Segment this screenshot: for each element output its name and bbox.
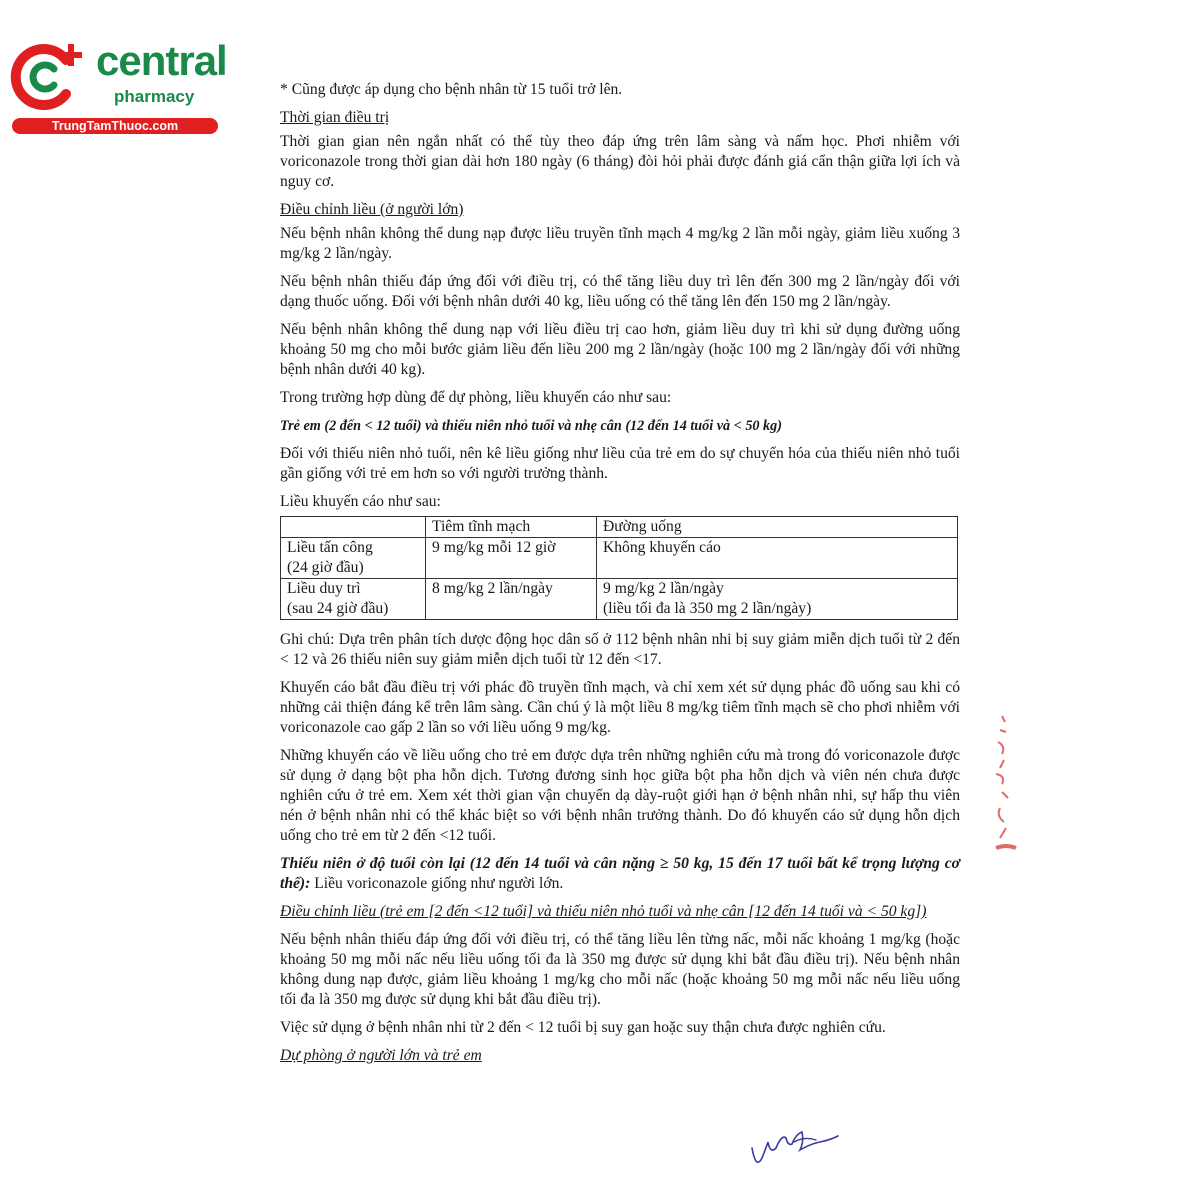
table-cell-oral (597, 538, 958, 579)
logo-name: central (96, 37, 227, 84)
paragraph-adjust-1: Nếu bệnh nhân không thể dung nạp được liều truyền tĩnh mạch 4 mg/kg 2 lần mỗi ngày, giảm liều xuống 3 mg/kg 2 lần/ngày. (280, 225, 960, 262)
table-cell-label (281, 579, 426, 620)
heading-prophylaxis (280, 1046, 960, 1066)
heading-duration-text: Thời gian điều trị (280, 109, 390, 126)
pharmacy-logo (10, 36, 227, 136)
table-cell-line: 9 mg/kg 2 lần/ngày (603, 580, 724, 597)
logo-subtitle: pharmacy (114, 87, 195, 106)
table-cell-iv: 9 mg/kg mỗi 12 giờ (426, 538, 597, 579)
table-cell-line: Liều duy trì (287, 580, 361, 597)
table-cell-iv: 8 mg/kg 2 lần/ngày (426, 579, 597, 620)
signature (746, 1118, 866, 1178)
table-row (281, 579, 958, 620)
table-cell-label (281, 538, 426, 579)
paragraph-note: Ghi chú: Dựa trên phân tích dược động học dân số ở 112 bệnh nhân nhi bị suy giảm miễn dịch tuổi từ 2 đến < 12 và 26 thiếu niên suy giảm miễn dịch tuổi từ 12 đến <17. (280, 631, 960, 668)
paragraph-adjust-2: Nếu bệnh nhân thiếu đáp ứng đối với điều trị, có thể tăng liều duy trì lên đến 300 mg 2 lần/ngày đối với dạng thuốc uống. Đối với bệnh nhân dưới 40 kg, liều uống có thể tăng lên đến 150 mg 2 lần/ngày. (280, 273, 960, 310)
paragraph-start-iv: Khuyến cáo bắt đầu điều trị với phác đồ truyền tĩnh mạch, và chỉ xem xét sử dụng phác đồ uống sau khi có những cải thiện đáng kể trên lâm sàng. Cần chú ý là một liều 8 mg/kg tiêm tĩnh mạch sẽ cho phơi nhiễm với voriconazole cao gấp 2 lần so với liều uống 9 mg/kg. (280, 679, 960, 736)
logo-url: TrungTamThuoc.com (12, 118, 218, 134)
table-cell-oral (597, 579, 958, 620)
table-header-cell: Tiêm tĩnh mạch (426, 517, 597, 538)
paragraph-oral-children: Những khuyến cáo về liều uống cho trẻ em được dựa trên những nghiên cứu mà trong đó voriconazole được sử dụng ở dạng bột pha hỗn dịch. Tương đương sinh học giữa bột pha hỗn dịch và viên nén chưa được nghiên cứu ở trẻ em. Xem xét thời gian vận chuyển dạ dày-ruột giới hạn ở bệnh nhân nhi, sự hấp thu viên nén ở bệnh nhân nhi có thể khác biệt so với bệnh nhân trưởng thành. Do đó khuyến cáo sử dụng hỗn dịch uống cho trẻ em từ 2 đến <12 tuổi. (280, 747, 960, 844)
paragraph-teen-rest: Liều voriconazole giống như người lớn. (310, 875, 564, 892)
table-header-cell: Đường uống (597, 517, 958, 538)
table-cell-line: (24 giờ đầu) (287, 559, 364, 576)
heading-prophylaxis-text: Dự phòng ở người lớn và trẻ em (280, 1047, 482, 1064)
dosage-table (280, 516, 958, 620)
paragraph-adjust-3: Nếu bệnh nhân không thể dung nạp với liều điều trị cao hơn, giảm liều duy trì khi sử dụng đường uống khoảng 50 mg cho mỗi bước giảm liều đến liều 200 mg 2 lần/ngày (hoặc 100 mg 2 lần/ngày đối với những bệnh nhân dưới 40 kg). (280, 321, 960, 378)
red-stamp-mark (990, 712, 1022, 858)
heading-duration (280, 108, 960, 128)
table-cell-line: Liều tấn công (287, 539, 373, 556)
paragraph-teen-bold: Thiếu niên ở độ tuổi còn lại (12 đến 14 tuổi và cân nặng ≥ 50 kg, 15 đến 17 tuổi bất kể trọng lượng cơ thể): (280, 855, 960, 892)
paragraph-duration: Thời gian gian nên ngắn nhất có thể tùy theo đáp ứng trên lâm sàng và nấm học. Phơi nhiễm với voriconazole trong thời gian dài hơn 180 ngày (6 tháng) đòi hỏi phải được đánh giá cẩn thận giữa lợi ích và nguy cơ. (280, 133, 960, 190)
heading-adjust-adult-text: Điều chỉnh liều (ở người lớn) (280, 201, 464, 218)
heading-children: Trẻ em (2 đến < 12 tuổi) và thiếu niên nhỏ tuổi và nhẹ cân (12 đến 14 tuổi và < 50 kg) (280, 418, 782, 434)
paragraph-adjust-children: Nếu bệnh nhân thiếu đáp ứng đối với điều trị, có thể tăng liều lên từng nấc, mỗi nấc khoảng 1 mg/kg (hoặc khoảng 50 mg mỗi nấc nếu liều uống tối đa là 350 mg được sử dụng khi bắt đầu điều trị). Nếu bệnh nhân không dung nạp được, giảm liều khoảng 1 mg/kg cho mỗi nấc (hoặc khoảng 50 mg mỗi nấc nếu liều uống tối đa là 350 mg được sử dụng khi bắt đầu điều trị). (280, 931, 960, 1008)
paragraph-prophylaxis: Trong trường hợp dùng để dự phòng, liều khuyến cáo như sau: (280, 389, 672, 406)
paragraph-teen (280, 854, 960, 894)
heading-adjust-adult (280, 200, 960, 220)
table-header-row (281, 517, 958, 538)
document-body (280, 80, 960, 1070)
paragraph-children: Đối với thiếu niên nhỏ tuổi, nên kê liều giống như liều của trẻ em do sự chuyển hóa của thiếu niên nhỏ tuổi gần giống với trẻ em hơn so với người trưởng thành. (280, 445, 960, 482)
table-header-cell (281, 517, 426, 538)
logo-mark-icon (10, 36, 90, 116)
note-age-15: * Cũng được áp dụng cho bệnh nhân từ 15 tuổi trở lên. (280, 81, 623, 98)
table-cell-line: (sau 24 giờ đầu) (287, 600, 389, 617)
paragraph-renal: Việc sử dụng ở bệnh nhân nhi từ 2 đến < 12 tuổi bị suy gan hoặc suy thận chưa được nghiên cứu. (280, 1019, 886, 1036)
table-row (281, 538, 958, 579)
paragraph-recommended: Liều khuyến cáo như sau: (280, 493, 441, 510)
table-cell-line: (liều tối đa là 350 mg 2 lần/ngày) (603, 600, 812, 617)
table-cell-line: Không khuyến cáo (603, 539, 721, 556)
heading-adjust-children: Điều chỉnh liều (trẻ em [2 đến <12 tuổi] và thiếu niên nhỏ tuổi và nhẹ cân [12 đến 14 tuổi và < 50 kg]) (280, 903, 927, 920)
